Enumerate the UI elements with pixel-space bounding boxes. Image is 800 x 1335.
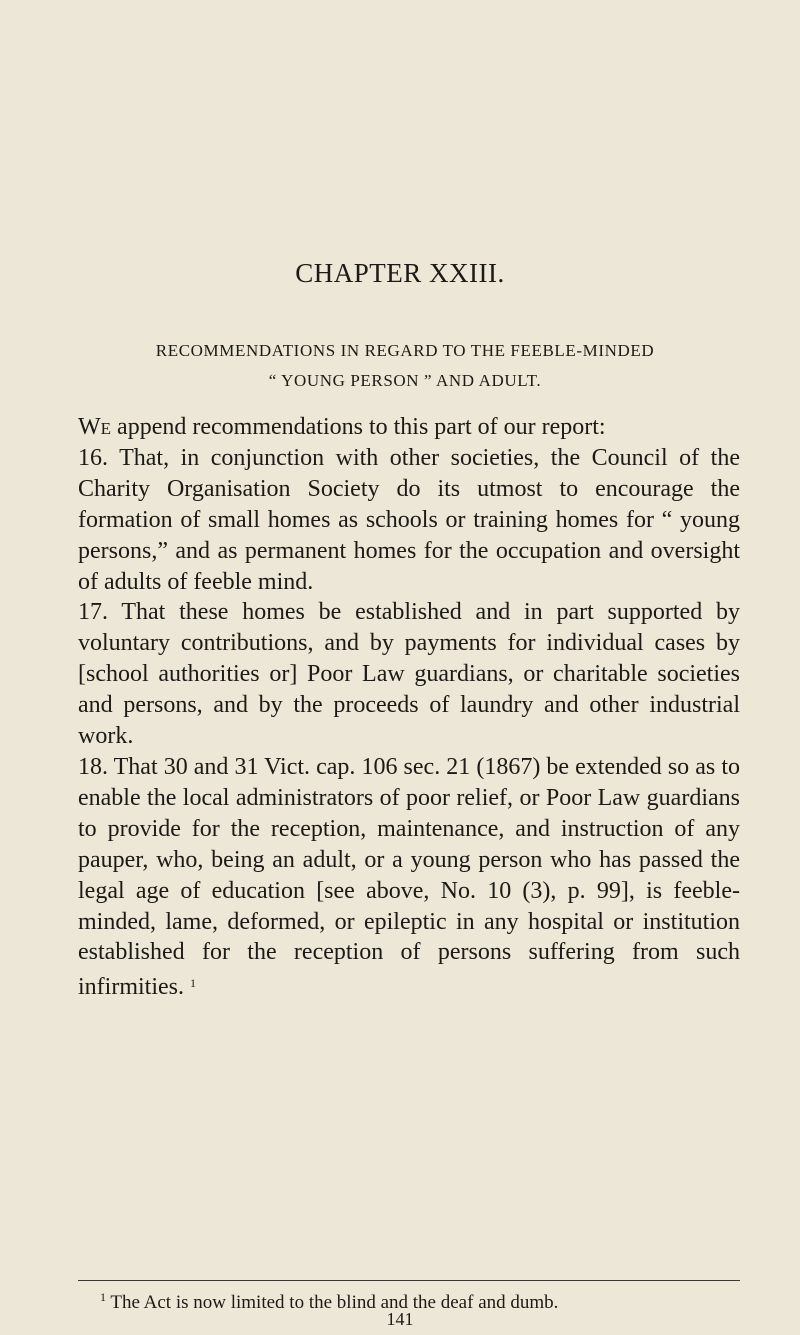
intro-paragraph xyxy=(78,412,740,443)
intro-lead-word: We xyxy=(78,414,112,440)
intro-rest: append recommendations to this part of our report: xyxy=(111,414,606,440)
recommendation-18-text: 18. That 30 and 31 Vict. cap. 106 sec. 21 (1867) be extended so as to enable the local administrators of poor relief, or Poor Law guardians to provide for the reception, maintenance, and instruction of any pauper, who, being an adult, or a young person who has passed the legal age of education [see above, No. 10 (3), p. 99], is feeble-minded, lame, deformed, or epileptic in any hospital or institution established for the reception of persons suffering from such infirmities. xyxy=(78,753,740,1001)
recommendation-18 xyxy=(78,752,740,1003)
body-text xyxy=(78,412,740,1003)
chapter-title: CHAPTER XXIII. xyxy=(295,258,505,288)
subtitle-line-2: “ YOUNG PERSON ” AND ADULT. xyxy=(268,371,542,390)
footnote-reference: 1 xyxy=(189,976,196,991)
recommendation-16: 16. That, in conjunction with other societies, the Council of the Charity Organisation Society do its utmost to encourage the formation of small homes as schools or training homes for “ young persons,” and as permanent homes for the occupation and oversight of adults of feeble mind. xyxy=(78,444,740,595)
subtitle-line-1: RECOMMENDATIONS IN REGARD TO THE FEEBLE-MINDED xyxy=(155,341,655,360)
footnote-rule xyxy=(78,1280,740,1281)
footnote-text: The Act is now limited to the blind and the deaf and dumb. xyxy=(106,1292,559,1313)
chapter-subtitle xyxy=(60,336,750,396)
footnote-marker: 1 xyxy=(100,1290,106,1304)
page-number: 141 xyxy=(386,1309,414,1329)
recommendation-17: 17. That these homes be established and in part supported by voluntary contributions, and by payments for individual cases by [school authorities or] Poor Law guardians, or charitable societies and persons, and by the proceeds of laundry and other industrial work. xyxy=(78,599,740,750)
